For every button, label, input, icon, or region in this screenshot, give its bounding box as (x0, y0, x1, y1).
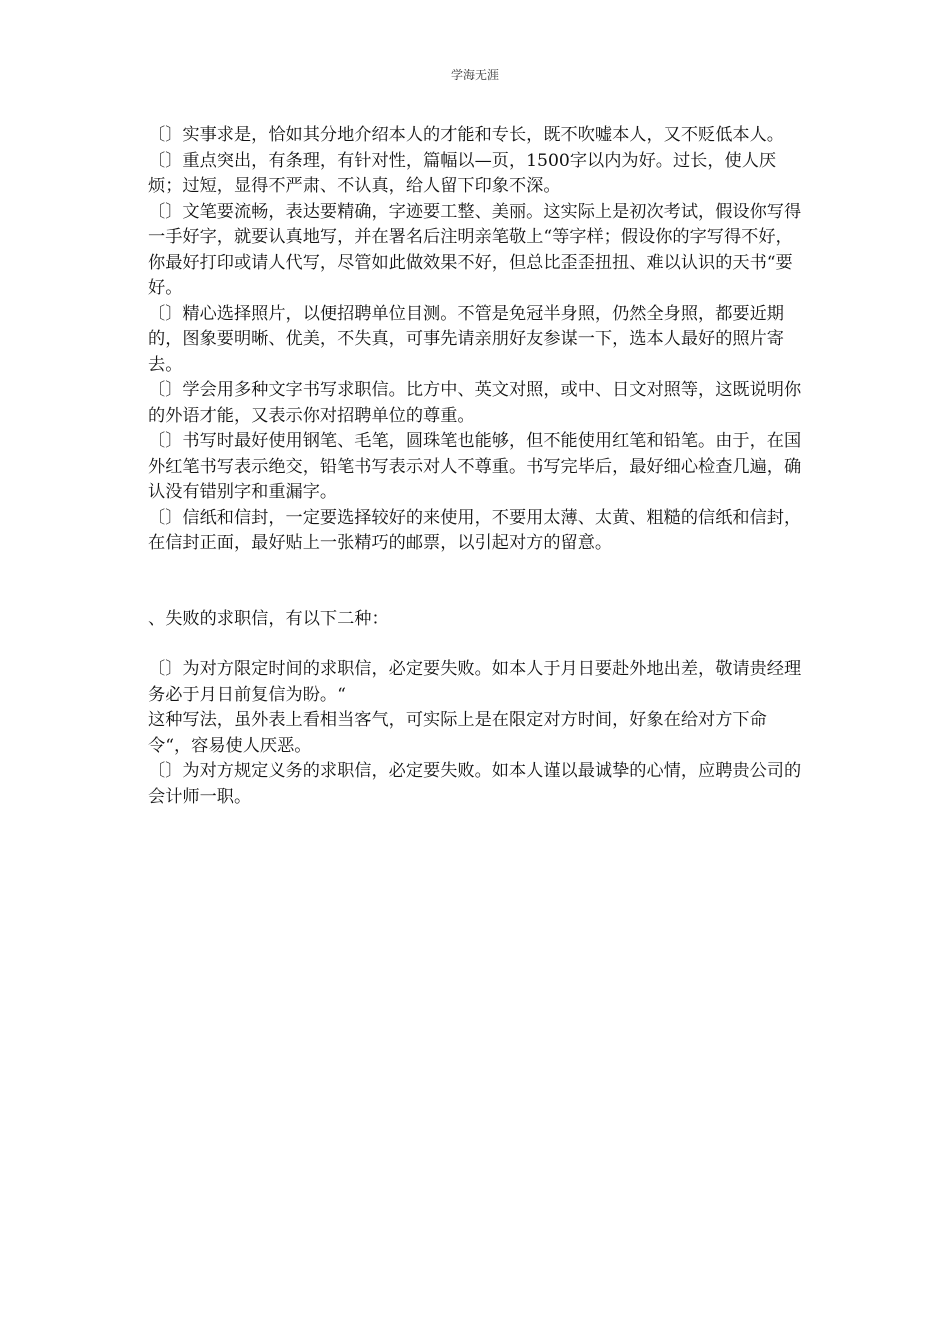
list-item: 〔〕重点突出，有条理，有针对性，篇幅以—页，1500字以内为好。过长，使人厌烦；过短，显得不严肃、不认真，给人留下印象不深。 (148, 150, 777, 196)
spacer (148, 557, 803, 607)
list-item: 〔〕书写时最好使用钢笔、毛笔，圆珠笔也能够，但不能使用红笔和铅笔。由于，在国外红笔书写表示绝交，铅笔书写表示对人不尊重。书写完毕后，最好细心检查几遍，确认没有错别字和重漏字。 (148, 431, 802, 502)
list-item: 〔〕精心选择照片，以便招聘单位目测。不管是免冠半身照，仍然全身照，都要近期的，图象要明晰、优美，不失真，可事先请亲朋好友参谋一下，选本人最好的照片寄去。 (148, 303, 784, 375)
paragraph: 这种写法，虽外表上看相当客气，可实际上是在限定对方时间，好象在给对方下命令“，容易使人厌恶。 (148, 710, 767, 756)
document-body (148, 123, 803, 810)
spacer (148, 632, 803, 657)
page-header: 学海无涯 (450, 68, 499, 82)
paragraph: 〔〕为对方规定义务的求职信，必定要失败。如本人谨以最诚挚的心情，应聘贵公司的会计师一职。 (148, 761, 802, 807)
paragraph: 〔〕为对方限定时间的求职信，必定要失败。如本人于月日要赴外地出差，敬请贵经理务必于月日前复信为盼。“ (148, 659, 802, 705)
section-heading: 、失败的求职信，有以下二种： (148, 608, 389, 629)
list-item: 〔〕信纸和信封，一定要选择较好的来使用，不要用太薄、太黄、粗糙的信纸和信封，在信封正面，最好贴上一张精巧的邮票，以引起对方的留意。 (148, 507, 802, 553)
list-item: 〔〕文笔要流畅，表达要精确，字迹要工整、美丽。这实际上是初次考试，假设你写得一手好字，就要认真地写，并在署名后注明亲笔敬上“等字样；假设你的字写得不好，你最好打印或请人代写，尽管如此做效果不好，但总比歪歪扭扭、难以认识的天书“要好。 (148, 201, 802, 298)
list-item: 〔〕学会用多种文字书写求职信。比方中、英文对照，或中、日文对照等，这既说明你的外语才能，又表示你对招聘单位的尊重。 (148, 380, 802, 426)
list-item: 〔〕实事求是，恰如其分地介绍本人的才能和专长，既不吹嘘本人，又不贬低本人。 (148, 125, 784, 145)
